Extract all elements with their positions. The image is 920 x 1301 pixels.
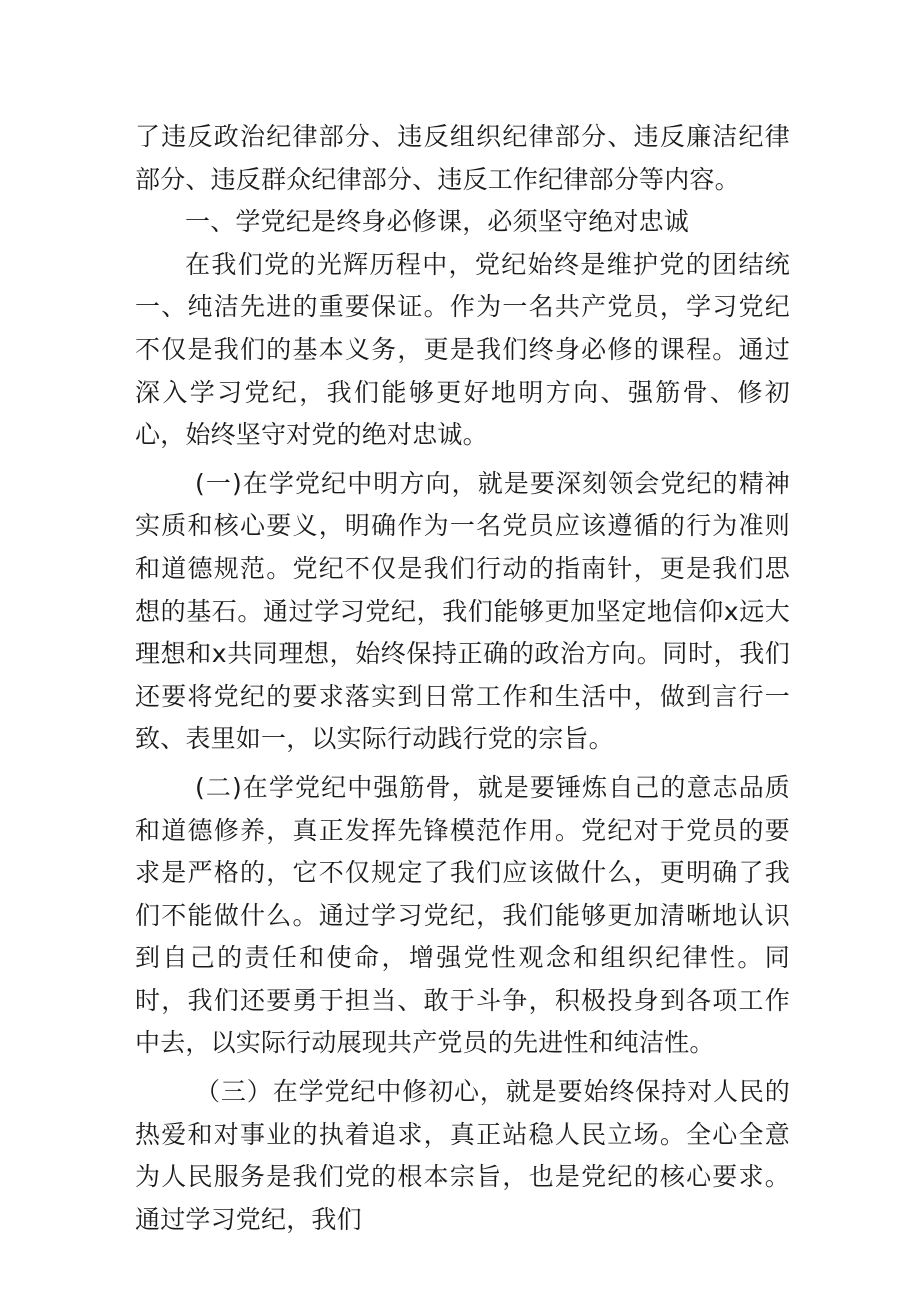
paragraph-subsection-2: (二)在学党纪中强筋骨，就是要锤炼自己的意志品质和道德修养，真正发挥先锋模范作用。党纪对于党员的要求是严格的，它不仅规定了我们应该做什么，更明确了我们不能做什么。通过学习党纪，我们能够更加清晰地认识到自己的责任和使命，增强党性观念和组织纪律性。同时，我们还要勇于担当、敢于斗争，积极投身到各项工作中去，以实际行动展现共产党员的先进性和纯洁性。 xyxy=(135,772,790,1058)
section-heading-1: 一、学党纪是终身必修课，必须坚守绝对忠诚 xyxy=(185,207,690,237)
paragraph-continuation: 了违反政治纪律部分、违反组织纪律部分、违反廉洁纪律部分、违反群众纪律部分、违反工作纪律部分等内容。 xyxy=(135,122,790,194)
paragraph-subsection-3: （三）在学党纪中修初心，就是要始终保持对人民的热爱和对事业的执着追求，真正站稳人民立场。全心全意为人民服务是我们党的根本宗旨，也是党纪的核心要求。通过学习党纪，我们 xyxy=(135,1077,790,1234)
paragraph-intro: 在我们党的光辉历程中，党纪始终是维护党的团结统一、纯洁先进的重要保证。作为一名共产党员，学习党纪不仅是我们的基本义务，更是我们终身必修的课程。通过深入学习党纪，我们能够更好地明方向、强筋骨、修初心，始终坚守对党的绝对忠诚。 xyxy=(135,249,790,450)
document-body xyxy=(135,116,790,1241)
paragraph-subsection-1: (一)在学党纪中明方向，就是要深刻领会党纪的精神实质和核心要义，明确作为一名党员应该遵循的行为准则和道德规范。党纪不仅是我们行动的指南针，更是我们思想的基石。通过学习党纪，我们能够更加坚定地信仰x远大理想和x共同理想，始终保持正确的政治方向。同时，我们还要将党纪的要求落实到日常工作和生活中，做到言行一致、表里如一，以实际行动践行党的宗旨。 xyxy=(135,468,790,754)
